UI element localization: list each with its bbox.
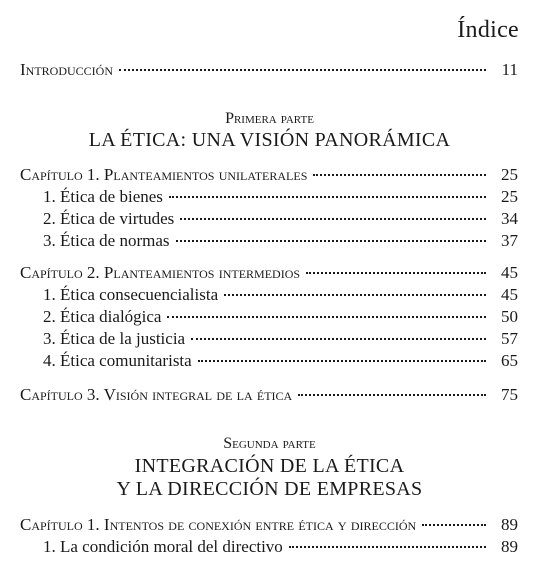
toc-chapter-label: Capítulo 2. Planteamientos intermedios [20, 263, 301, 282]
toc-chapter [20, 262, 518, 284]
toc-section-label: 1. Ética consecuencialista [43, 285, 219, 304]
toc-section-label: 1. Ética de bienes [43, 187, 163, 206]
toc-section-label: 1. La condición moral del directivo [43, 537, 283, 556]
dot-leader [198, 360, 486, 362]
toc-chapter [20, 164, 518, 186]
dot-leader [224, 294, 486, 296]
toc-section [43, 208, 518, 230]
toc-page-number: 34 [501, 209, 518, 228]
toc-chapter-label: Capítulo 1. Intentos de conexión entre ética y dirección [20, 515, 417, 534]
toc-page-number: 25 [501, 187, 518, 206]
dot-leader [180, 218, 486, 220]
part-1-title: LA ÉTICA: UNA VISIÓN PANORÁMICA [88, 129, 451, 151]
toc-chapter [20, 514, 518, 536]
part-2-label: Segunda parte [223, 435, 316, 452]
toc-section-label: 3. Ética de la justicia [43, 329, 186, 348]
toc-section-label: 4. Ética comunitarista [43, 351, 192, 370]
toc-page-number: 57 [501, 329, 518, 348]
toc-page-number: 89 [501, 515, 518, 534]
dot-leader [167, 316, 486, 318]
toc-page-number: 75 [501, 385, 518, 404]
dot-leader [289, 546, 486, 548]
toc-page-number: 50 [501, 307, 518, 326]
toc-section-label: 2. Ética de virtudes [43, 209, 175, 228]
toc-page-number: 65 [501, 351, 518, 370]
toc-section [43, 536, 518, 558]
dot-leader [422, 524, 486, 526]
toc-section-label: 2. Ética dialógica [43, 307, 162, 326]
toc-section [43, 350, 518, 372]
dot-leader [191, 338, 486, 340]
toc-section-label: 3. Ética de normas [43, 231, 170, 250]
toc-entry-introduction [20, 59, 518, 81]
toc-page-number: 37 [501, 231, 518, 250]
toc-page-number: 25 [501, 165, 518, 184]
toc-section [43, 284, 518, 306]
toc-page-number: 45 [501, 263, 518, 282]
toc-chapter-label: Capítulo 3. Visión integral de la ética [20, 385, 293, 404]
dot-leader [169, 196, 486, 198]
toc-section [43, 230, 518, 252]
toc-entry-label: Introducción [20, 60, 113, 79]
toc-chapter-label: Capítulo 1. Planteamientos unilaterales [20, 165, 308, 184]
toc-page-number: 89 [501, 537, 518, 556]
toc-section [43, 306, 518, 328]
toc-page-number: 11 [501, 60, 518, 79]
part-1-label: Primera parte [225, 110, 314, 127]
toc-section [43, 186, 518, 208]
toc-section [43, 328, 518, 350]
toc-page-number: 45 [501, 285, 518, 304]
part-2-title-line-1: INTEGRACIÓN DE LA ÉTICA [134, 455, 405, 477]
dot-leader [298, 394, 486, 396]
dot-leader [176, 240, 486, 242]
part-2-title-line-2: Y LA DIRECCIÓN DE EMPRESAS [116, 478, 423, 500]
index-title: Índice [457, 17, 519, 43]
dot-leader [313, 174, 486, 176]
toc-chapter [20, 384, 518, 406]
dot-leader [306, 272, 486, 274]
dot-leader [119, 69, 486, 71]
